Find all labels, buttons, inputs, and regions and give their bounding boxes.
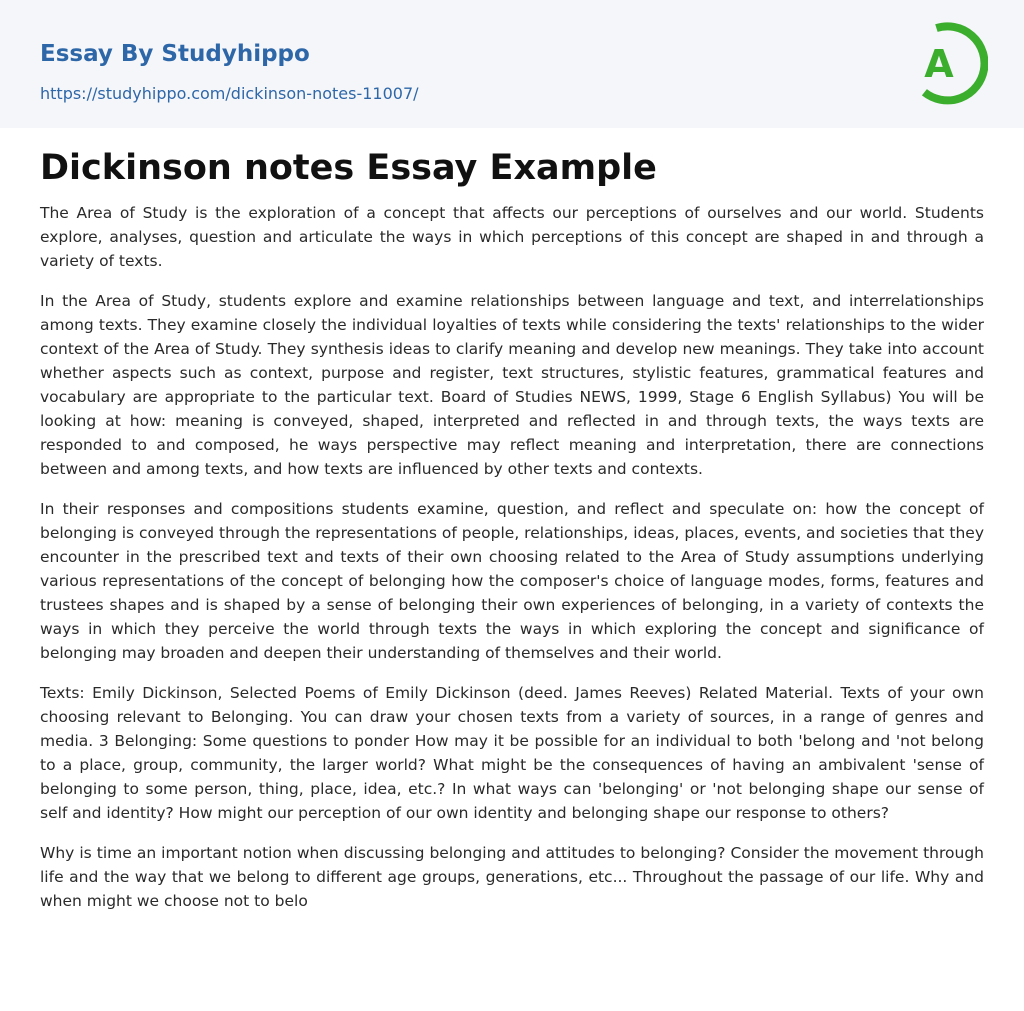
article-paragraph: In their responses and compositions students examine, question, and reflect and speculate on: how the concept of belonging is conveyed through the representations of people, relationships, ideas, places, events, and societies that they encounter in the prescribed text and texts of their own choosing related to the Area of Study assumptions underlying various representations of the concept of belonging how the composer's choice of language modes, forms, features and trustees shapes and is shaped by a sense of belonging their own experiences of belonging, in a variety of contexts the ways in which they perceive the world through texts the ways in which exploring the concept and significance of belonging may broaden and deepen their understanding of themselves and their world. (40, 500, 984, 662)
article-title: Dickinson notes Essay Example (40, 148, 657, 188)
article-paragraph: In the Area of Study, students explore and examine relationships between language and text, and interrelationships among texts. They examine closely the individual loyalties of texts while considering the texts' relationships to the wider context of the Area of Study. They synthesis ideas to clarify meaning and develop new meanings. They take into account whether aspects such as context, purpose and register, text structures, stylistic features, grammatical features and vocabulary are appropriate to the particular text. Board of Studies NEWS, 1999, Stage 6 English Syllabus) You will be looking at how: meaning is conveyed, shaped, interpreted and reflected in and through texts, the ways texts are responded to and composed, he ways perspective may reflect meaning and interpretation, there are connections between and among texts, and how texts are influenced by other texts and contexts. (40, 292, 984, 478)
studyhippo-logo-icon[interactable] (912, 18, 988, 106)
logo-letter: A (924, 42, 954, 86)
article-paragraph: Why is time an important notion when discussing belonging and attitudes to belonging? Consider the movement through life and the way that we belong to different age groups, generations, etc... Throughout the passage of our life. Why and when might we choose not to belo (40, 844, 984, 910)
article (40, 142, 984, 929)
article-paragraph: The Area of Study is the exploration of a concept that affects our perceptions of ourselves and our world. Students explore, analyses, question and articulate the ways in which perceptions of this concept are shaped in and through a variety of texts. (40, 204, 984, 270)
article-paragraph: Texts: Emily Dickinson, Selected Poems of Emily Dickinson (deed. James Reeves) Related Material. Texts of your own choosing relevant to Belonging. You can draw your chosen texts from a variety of sources, in a range of genres and media. 3 Belonging: Some questions to ponder How may it be possible for an individual to both 'belong and 'not belong to a place, group, community, the larger world? What might be the consequences of having an ambivalent 'sense of belonging to some person, thing, place, idea, etc.? In what ways can 'belonging' or 'not belonging shape our sense of self and identity? How might our perception of our own identity and belonging shape our response to others? (40, 684, 984, 822)
site-header (0, 0, 1024, 128)
site-brand[interactable]: Essay By Studyhippo (40, 41, 310, 67)
essay-url-link[interactable]: https://studyhippo.com/dickinson-notes-11007/ (40, 84, 419, 103)
